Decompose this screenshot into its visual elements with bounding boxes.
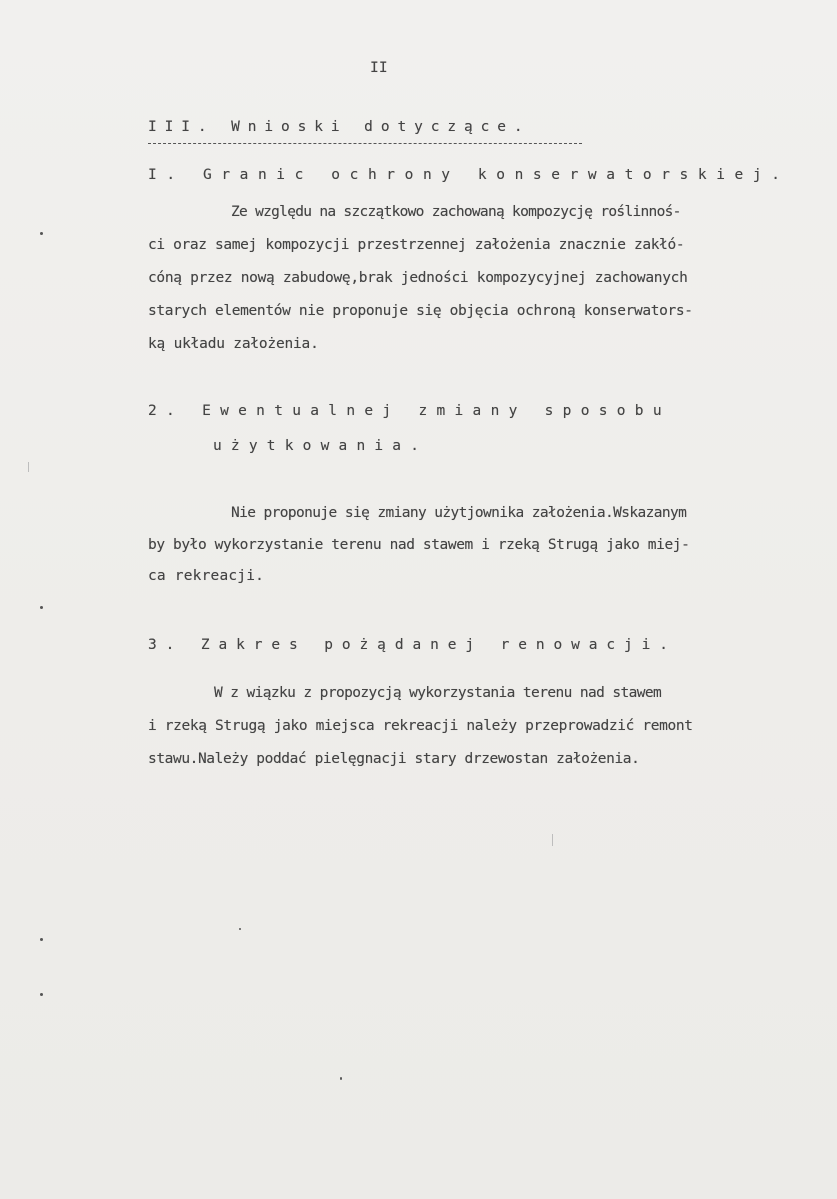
- subsection-2-heading-line-1: 2. Ewentualnej zmiany sposobu: [148, 403, 671, 419]
- scan-speck: [40, 606, 43, 609]
- subsection-2-line-3: ca rekreacji.: [148, 568, 265, 584]
- subsection-2-line-1: Nie proponuje się zmiany użytjownika założenia.Wskazanym: [231, 505, 687, 521]
- scan-speck: [239, 928, 241, 930]
- section-heading-underline: [148, 143, 582, 144]
- scan-speck: [40, 232, 43, 235]
- subsection-2-line-2: by było wykorzystanie terenu nad stawem i rzeką Strugą jako miej-: [148, 537, 690, 553]
- scan-speck: [340, 1077, 342, 1080]
- subsection-3-heading: 3. Zakres pożądanej renowacji.: [148, 637, 677, 653]
- scan-mark: [28, 462, 29, 472]
- subsection-1-heading: I. Granic ochrony konserwatorskiej.: [148, 167, 790, 183]
- subsection-1-line-5: ką układu założenia.: [148, 336, 319, 352]
- subsection-1-line-2: ci oraz samej kompozycji przestrzennej założenia znacznie zakłó-: [148, 237, 685, 253]
- subsection-3-line-1: W z wiązku z propozycją wykorzystania terenu nad stawem: [214, 685, 662, 701]
- scan-speck: [40, 993, 43, 996]
- subsection-3-line-3: stawu.Należy poddać pielęgnacji stary drzewostan założenia.: [148, 751, 640, 767]
- scan-mark: [552, 834, 553, 846]
- scan-speck: [40, 938, 43, 941]
- section-heading: III. Wnioski dotyczące.: [148, 119, 531, 135]
- subsection-2-heading-line-2: użytkowania.: [213, 438, 429, 454]
- subsection-1-line-3: cóną przez nową zabudowę,brak jedności kompozycyjnej zachowanych: [148, 270, 688, 286]
- subsection-1-line-4: starych elementów nie proponuje się objęcia ochroną konserwators-: [148, 303, 693, 319]
- subsection-3-line-2: i rzeką Strugą jako miejsca rekreacji należy przeprowadzić remont: [148, 718, 693, 734]
- subsection-1-line-1: Ze względu na szczątkowo zachowaną kompozycję roślinnoś-: [231, 204, 681, 220]
- page-number: II: [370, 60, 388, 76]
